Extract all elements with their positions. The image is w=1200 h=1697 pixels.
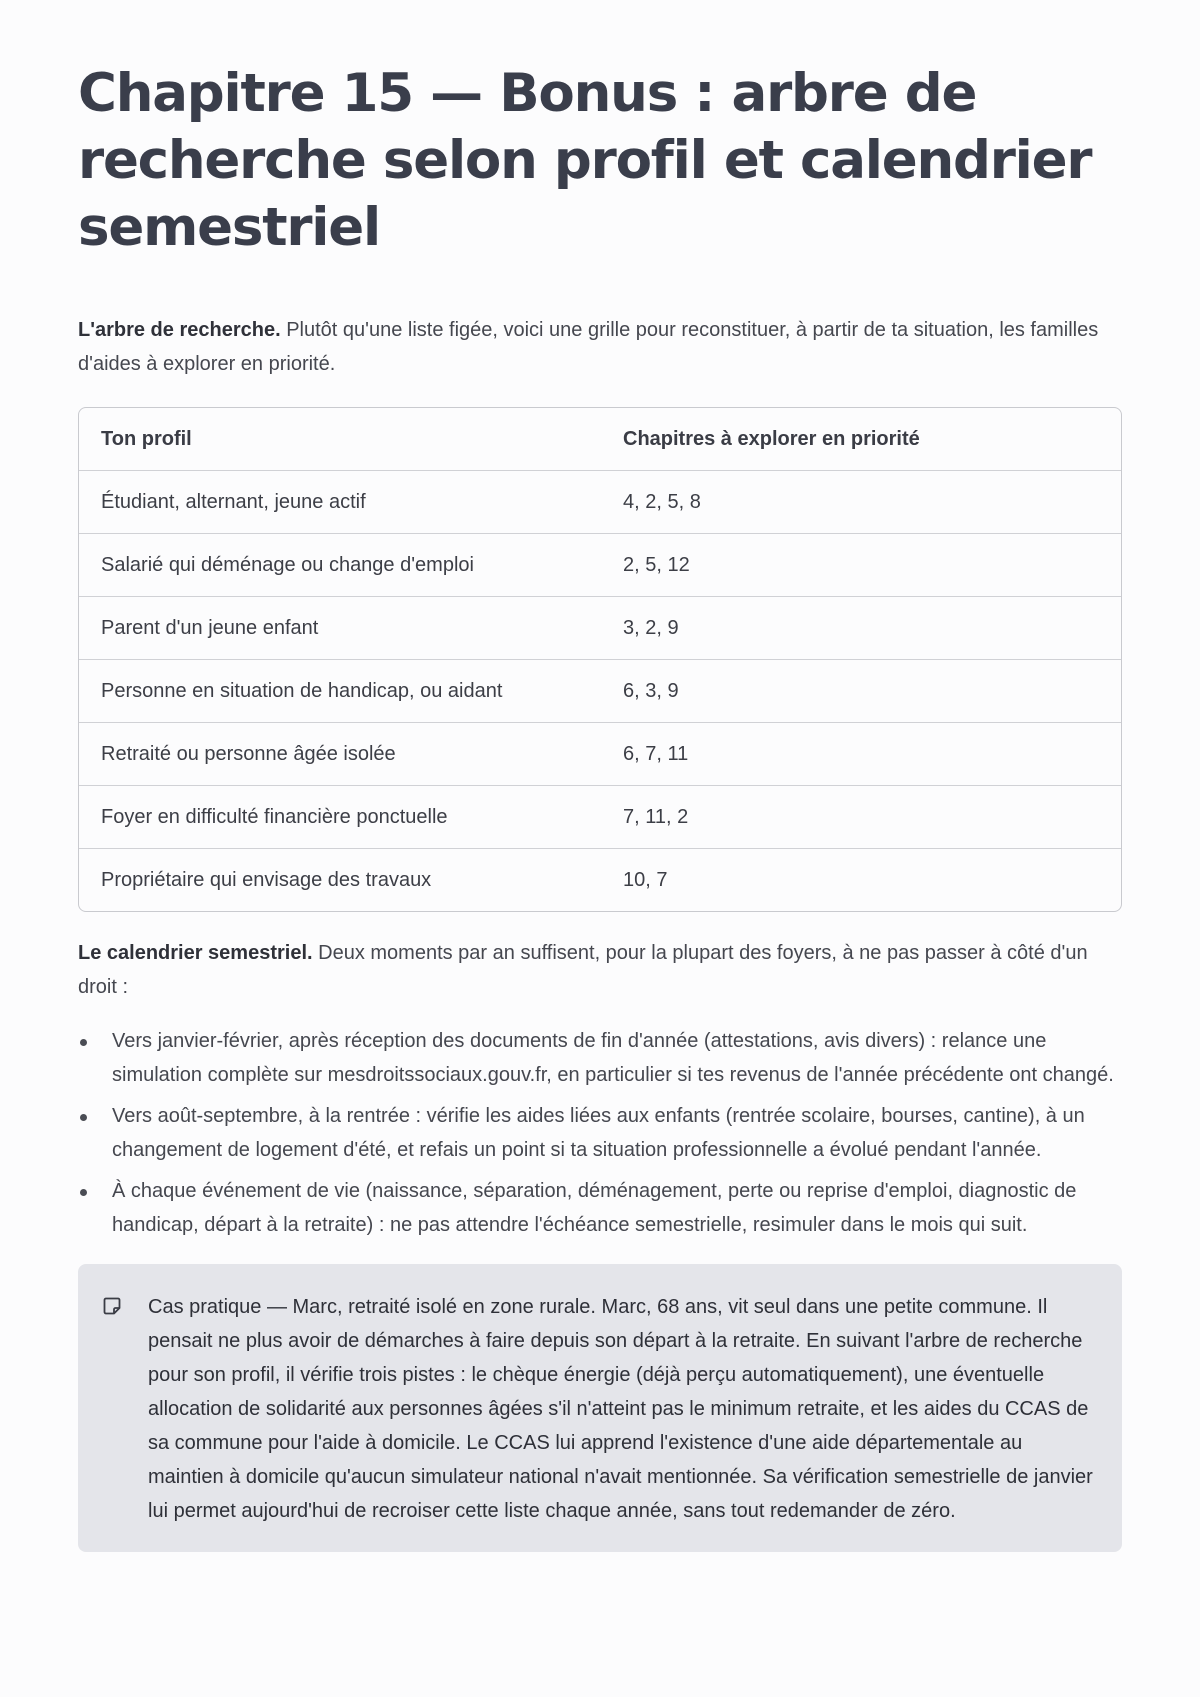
note-icon [102,1296,122,1316]
profile-cell: Parent d'un jeune enfant [79,597,601,660]
chapters-cell: 2, 5, 12 [601,534,1121,597]
intro-text: Plutôt qu'une liste figée, voici une grille pour reconstituer, à partir de ta situation, les familles d'aides à explorer en priorité. [78,319,1099,375]
case-study-callout [78,1264,1122,1552]
case-study-text: Cas pratique — Marc, retraité isolé en zone rurale. Marc, 68 ans, vit seul dans une petite commune. Il pensait ne plus avoir de démarches à faire depuis son départ à la retraite. En suivant l'arbre de recherche pour son profil, il vérifie trois pistes : le chèque énergie (déjà perçu automatiquement), une éventuelle allocation de solidarité aux personnes âgées s'il n'atteint pas le minimum retraite, et les aides du CCAS de sa commune pour l'aide à domicile. Le CCAS lui apprend l'existence d'une aide départementale au maintien à domicile qu'aucun simulateur national n'avait mentionnée. Sa vérification semestrielle de janvier lui permet aujourd'hui de recroiser cette liste chaque année, sans tout redemander de zéro. [148,1296,1093,1522]
calendar-paragraph [78,936,1122,1004]
document-page [78,60,1122,1552]
chapters-cell: 3, 2, 9 [601,597,1121,660]
list-item-text: Vers août-septembre, à la rentrée : vérifie les aides liées aux enfants (rentrée scolaire, bourses, cantine), à un changement de logement d'été, et refais un point si ta situation professionnelle a évolué pendant l'année. [112,1105,1085,1161]
table-row [79,597,1121,660]
profile-cell: Étudiant, alternant, jeune actif [79,471,601,534]
table-row [79,534,1121,597]
list-item [78,1099,1122,1167]
bullet-icon [80,1039,87,1046]
calendar-text: Deux moments par an suffisent, pour la plupart des foyers, à ne pas passer à côté d'un droit : [78,942,1088,998]
profile-table [78,407,1122,912]
header-profile: Ton profil [79,408,601,471]
intro-lead: L'arbre de recherche. [78,319,281,341]
calendar-lead: Le calendrier semestriel. [78,942,313,964]
list-item [78,1174,1122,1242]
list-item [78,1024,1122,1092]
chapters-cell: 7, 11, 2 [601,786,1121,849]
table-row [79,786,1121,849]
list-item-text: Vers janvier-février, après réception des documents de fin d'année (attestations, avis divers) : relance une simulation complète sur mesdroitssociaux.gouv.fr, en particulier si tes revenus de l'année précédente ont changé. [112,1030,1114,1086]
bullet-icon [80,1114,87,1121]
table-row [79,849,1121,911]
profile-cell: Salarié qui déménage ou change d'emploi [79,534,601,597]
chapters-cell: 10, 7 [623,868,668,891]
profile-cell: Personne en situation de handicap, ou aidant [79,660,601,723]
profile-cell: Foyer en difficulté financière ponctuelle [79,786,601,849]
bullet-icon [80,1189,87,1196]
chapters-cell: 4, 2, 5, 8 [601,471,1121,534]
header-chapters: Chapitres à explorer en priorité [601,408,1121,471]
table-header-row [79,408,1121,471]
chapters-cell: 6, 3, 9 [601,660,1121,723]
table-row [79,660,1121,723]
table-row [79,723,1121,786]
chapters-cell: 6, 7, 11 [601,723,1121,786]
calendar-list [78,1024,1122,1242]
profile-cell: Propriétaire qui envisage des travaux [101,868,432,891]
table-row [79,471,1121,534]
profile-cell: Retraité ou personne âgée isolée [79,723,601,786]
page-title: Chapitre 15 — Bonus : arbre de recherche selon profil et calendrier semestriel [78,63,1092,258]
intro-paragraph [78,313,1122,381]
list-item-text: À chaque événement de vie (naissance, séparation, déménagement, perte ou reprise d'emploi, diagnostic de handicap, départ à la retraite) : ne pas attendre l'échéance semestrielle, resimuler dans le mois qui suit. [112,1180,1077,1236]
